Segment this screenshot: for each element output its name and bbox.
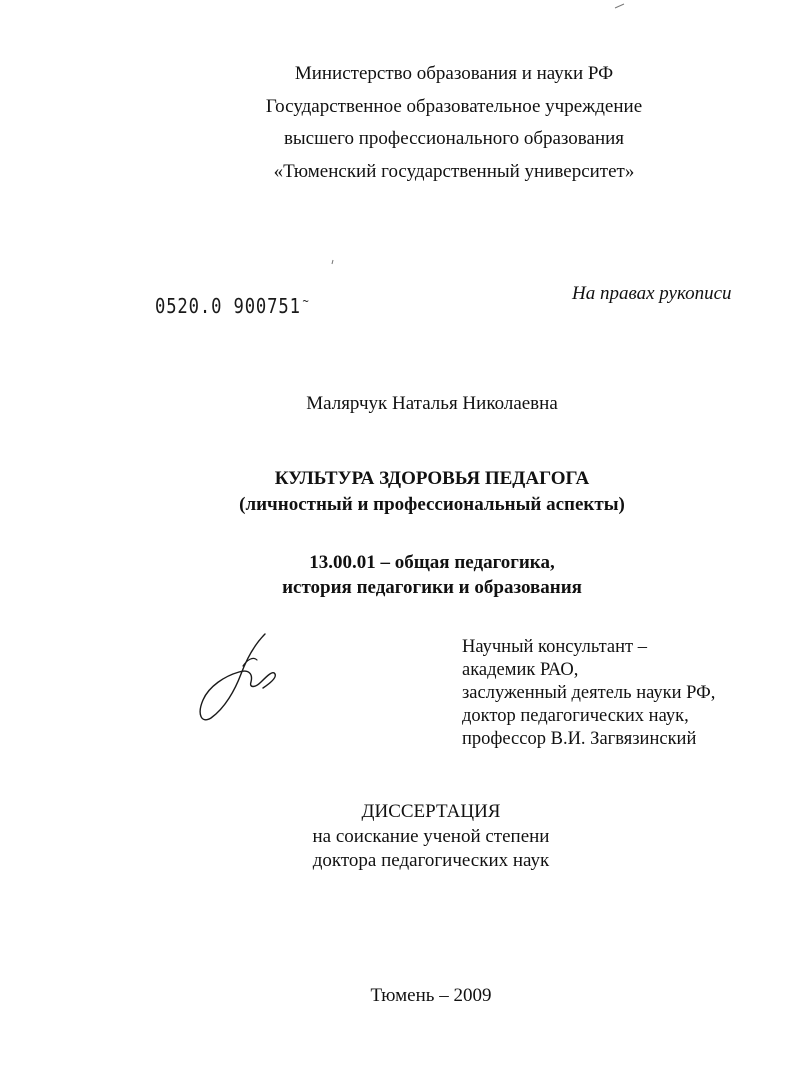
stamp-number: 0520.0 900751	[155, 294, 301, 318]
specialty-code: 13.00.01 – общая педагогика,	[309, 552, 555, 573]
stamp-mark: ~	[302, 294, 310, 308]
dissertation-purpose: на соискание ученой степени	[312, 825, 550, 847]
library-stamp-number	[155, 294, 310, 318]
consultant-title-academician: академик РАО,	[462, 660, 579, 680]
scan-speck-top	[614, 2, 626, 10]
title-subtitle: (личностный и профессиональный аспекты)	[239, 494, 625, 515]
dissertation-degree: доктора педагогических наук	[312, 850, 550, 871]
consultant-degree: доктор педагогических наук,	[462, 706, 689, 726]
handwritten-signature	[195, 630, 310, 725]
header-line-education: высшего профессионального образования	[283, 128, 625, 149]
consultant-role: Научный консультант –	[462, 637, 647, 657]
author-block	[35, 389, 794, 419]
city-year	[34, 981, 794, 1011]
title-main: КУЛЬТУРА ЗДОРОВЬЯ ПЕДАГОГА	[274, 468, 590, 489]
author-name: Малярчук Наталья Николаевна	[306, 393, 558, 414]
dissertation-title	[35, 466, 794, 518]
specialty-block	[35, 551, 794, 600]
city-year-text: Тюмень – 2009	[370, 985, 492, 1006]
consultant-name: профессор В.И. Загвязинский	[462, 729, 697, 749]
manuscript-rights-note: На правах рукописи	[572, 283, 732, 304]
institution-header	[57, 58, 794, 188]
header-line-ministry: Министерство образования и науки РФ	[294, 63, 614, 84]
header-line-institution: Государственное образовательное учреждение	[265, 95, 643, 117]
consultant-title-honored: заслуженный деятель науки РФ,	[462, 683, 716, 703]
header-line-university: «Тюменский государственный университет»	[273, 160, 635, 182]
scientific-consultant	[462, 636, 715, 751]
dissertation-heading: ДИССЕРТАЦИЯ	[361, 801, 501, 822]
scan-speck-mid	[330, 258, 336, 266]
specialty-name: история педагогики и образования	[282, 576, 582, 598]
dissertation-type	[34, 800, 794, 874]
